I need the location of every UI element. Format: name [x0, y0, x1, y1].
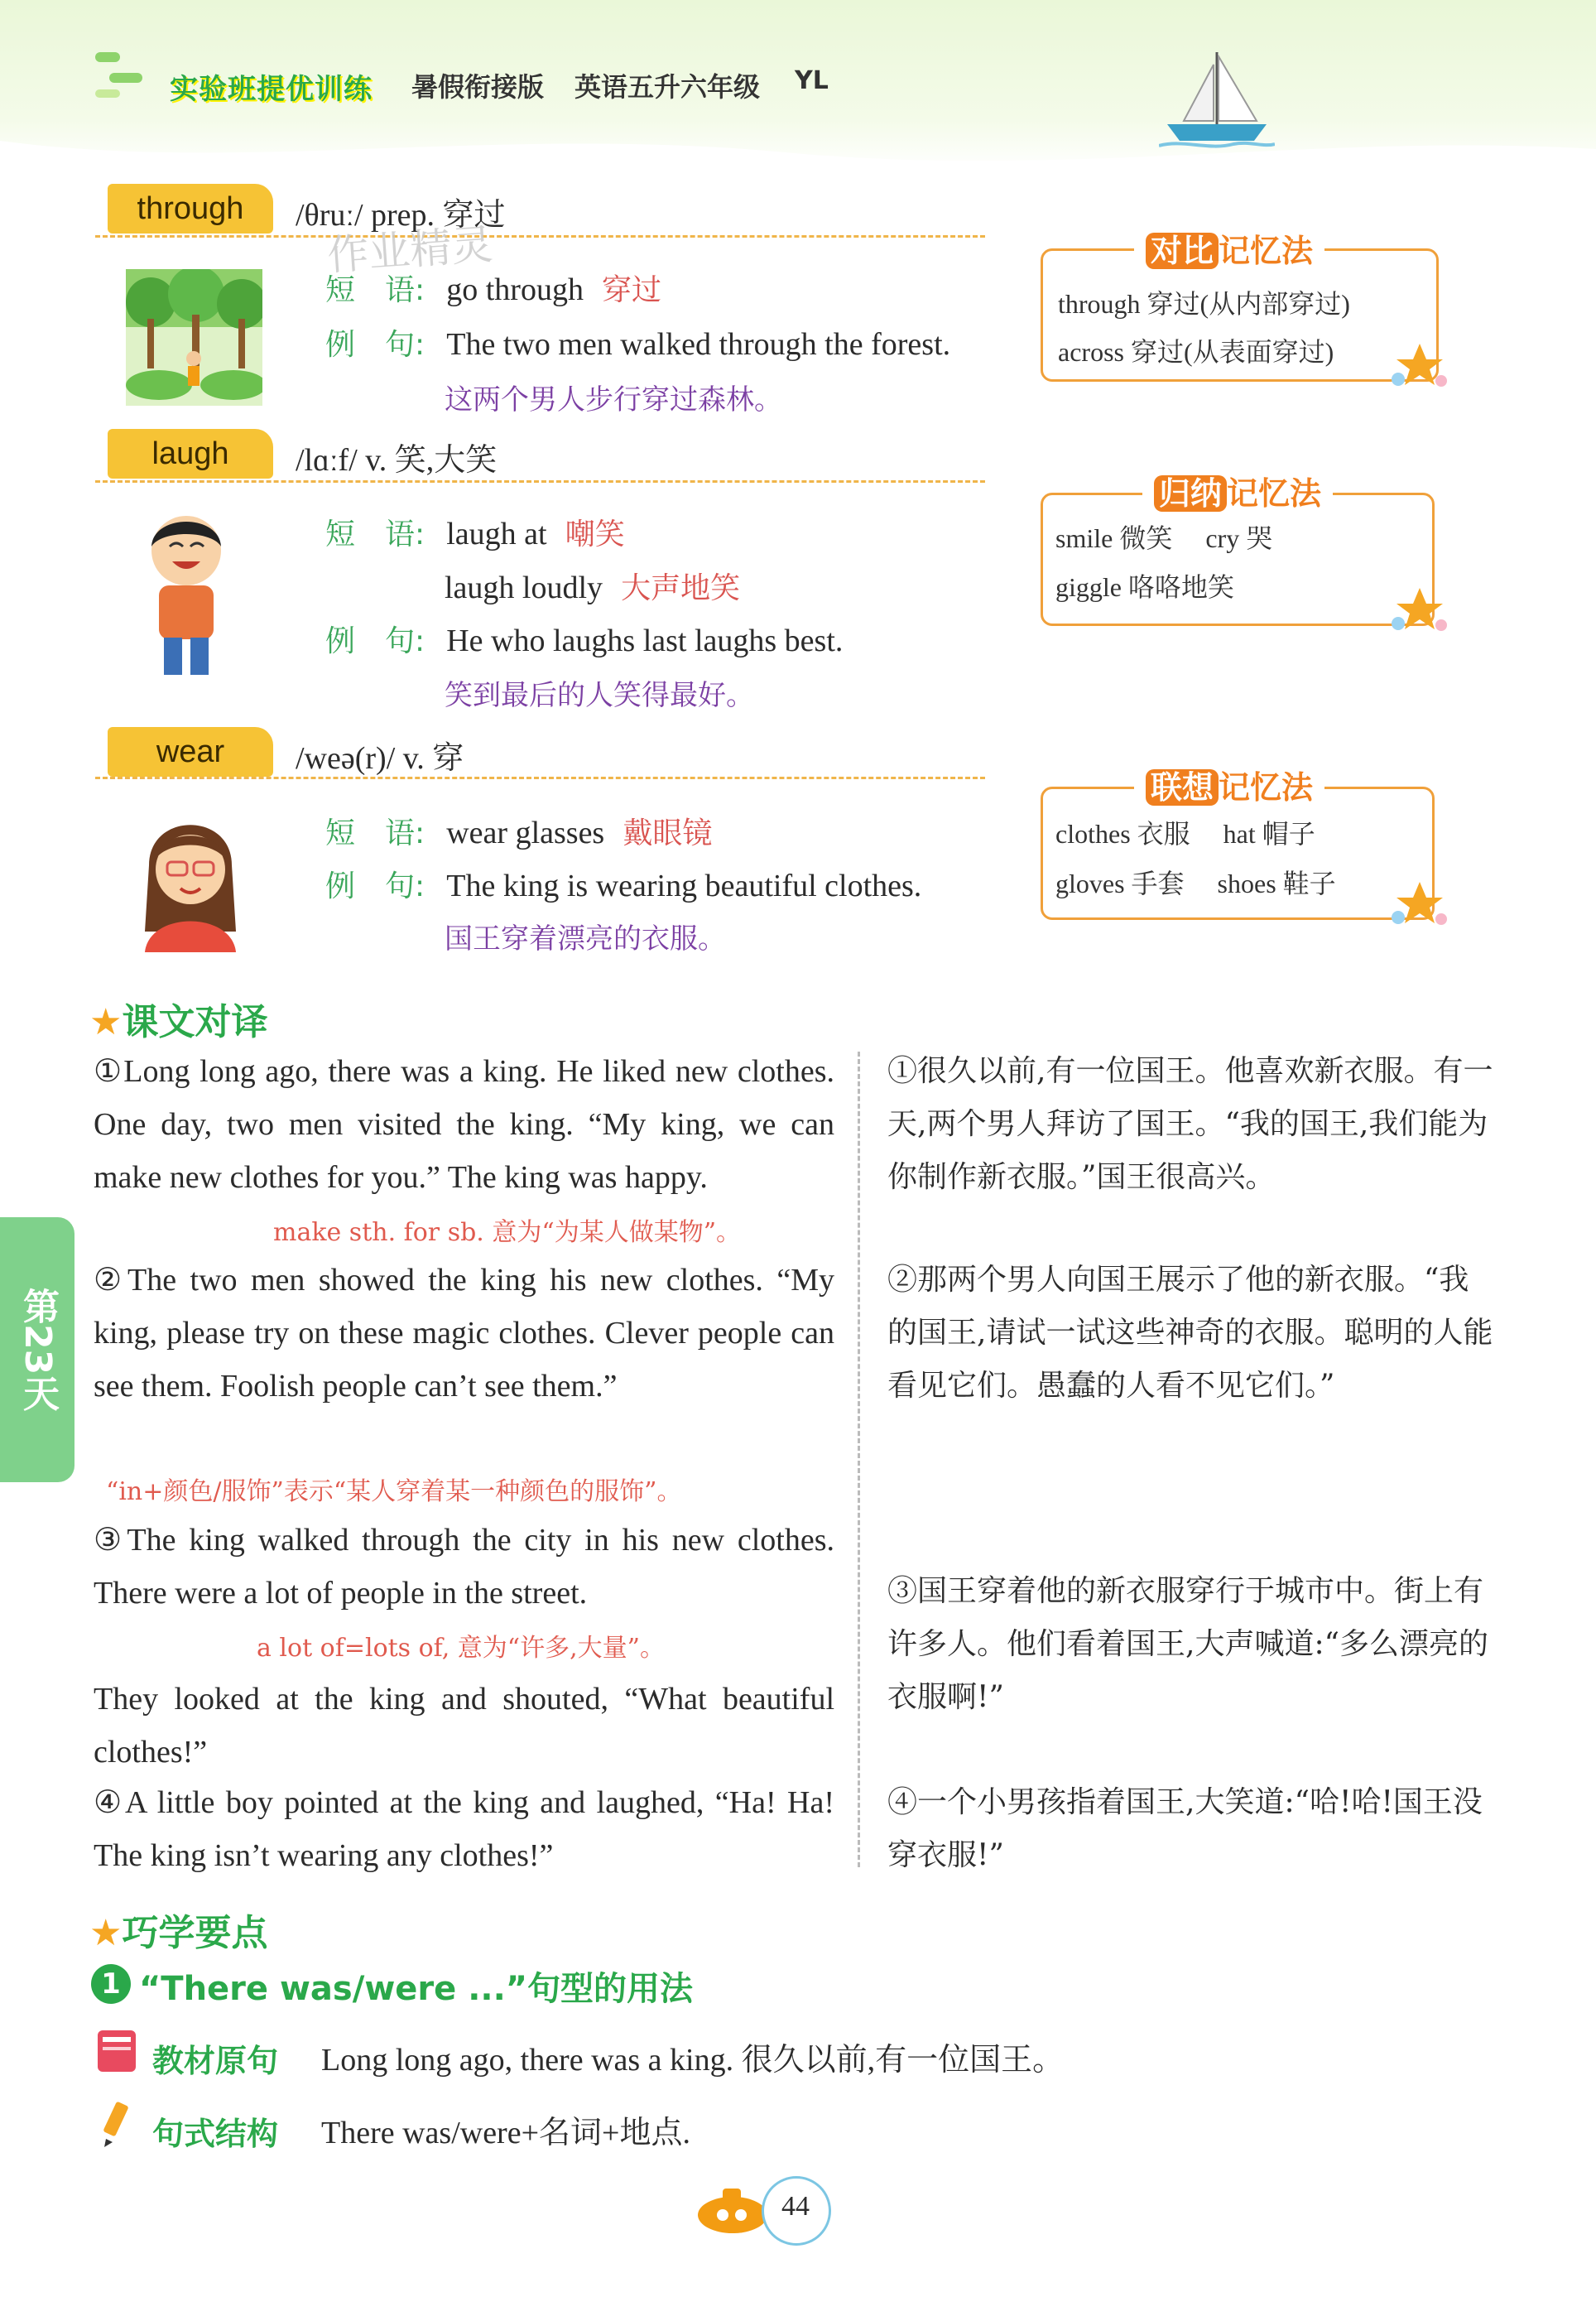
paragraph-4-en: ④A little boy pointed at the king and laughed, “Ha! Ha! The king isn’t wearing any clothes!”	[94, 1785, 834, 1873]
memory-line: giggle 咯咯地笑	[1055, 572, 1234, 602]
example-zh: 这两个男人步行穿过森林。	[445, 383, 782, 417]
word-tag-wear: wear	[108, 727, 273, 777]
phrase-label: 短 语:	[325, 518, 425, 551]
example-row-wear	[325, 863, 921, 905]
phonetic-through: /θruː/ prep. 穿过	[296, 198, 506, 233]
phrase-row-through	[325, 267, 661, 309]
starfish-icon	[1387, 339, 1453, 389]
memory-title	[1134, 762, 1324, 807]
star-icon: ★	[89, 1912, 123, 1954]
phrase-zh: 戴眼镜	[623, 816, 713, 850]
phrase-zh: 嘲笑	[565, 518, 625, 551]
phrase-en: laugh loudly	[445, 571, 603, 605]
paragraph-3-zh: ③国王穿着他的新衣服穿行于城市中。街上有许多人。他们看着国王,大声喊道:“多么漂亮的衣服啊!”	[887, 1574, 1488, 1714]
phrase-en: wear glasses	[446, 816, 605, 850]
textbook-icon	[93, 2027, 141, 2075]
laughing-boy-illustration	[124, 505, 248, 679]
point-number-badge: 1	[91, 1964, 131, 2004]
memory-line: through 穿过(从内部穿过)	[1058, 289, 1350, 319]
phrase-zh: 大声地笑	[621, 571, 741, 605]
paragraph-3-en-b: They looked at the king and shouted, “What beautiful clothes!”	[94, 1682, 834, 1770]
paragraph-2-zh: ②那两个男人向国王展示了他的新衣服。“我的国王,请试一试这些神奇的衣服。聪明的人能看见它们。愚蠢的人看不见它们。”	[887, 1263, 1493, 1403]
watermark: 作业精灵	[325, 220, 495, 280]
point-title: “There was/were ...”句型的用法	[139, 1970, 694, 2008]
phrase-en: laugh at	[446, 517, 547, 551]
paragraph-1-zh: ①很久以前,有一位国王。他喜欢新衣服。有一天,两个男人拜访了国王。“我的国王,我们能为你制作新衣服。”国王很高兴。	[887, 1054, 1493, 1194]
word-tag-laugh: laugh	[108, 429, 273, 479]
phonetic-laugh: /lɑːf/ v. 笑,大笑	[296, 443, 498, 478]
page-number: 44	[781, 2191, 810, 2222]
edition-name: 暑假衔接版	[411, 71, 545, 103]
memory-title-rest: 记忆法	[1219, 769, 1314, 806]
memory-title-rest: 记忆法	[1219, 233, 1314, 269]
memory-title-highlight: 对比	[1146, 233, 1219, 269]
note-a-lot-of: a lot of=lots of, 意为“许多,大量”。	[257, 1634, 665, 1663]
header-wave	[0, 124, 1596, 182]
example-en: The king is wearing beautiful clothes.	[446, 869, 922, 903]
divider	[95, 480, 985, 483]
memory-title	[1134, 225, 1324, 271]
row-label-original-sentence: 教材原句	[152, 2043, 279, 2079]
star-icon: ★	[89, 1001, 123, 1043]
original-sentence: Long long ago, there was a king. 很久以前,有一位国王。	[321, 2043, 1065, 2078]
memory-title	[1142, 468, 1333, 513]
example-en: The two men walked through the forest.	[446, 327, 951, 362]
sailboat-icon	[1159, 48, 1275, 152]
course-name: 英语五升六年级	[574, 71, 761, 103]
starfish-icon	[1387, 584, 1453, 633]
paragraph-2-en: ②The two men showed the king his new clothes. “My king, please try on these magic clothes. Clever people can see them. Foolish people can’t see them.”	[94, 1263, 834, 1404]
divider	[95, 777, 985, 779]
column-divider	[858, 1052, 860, 1867]
series-logo-icon	[91, 48, 149, 106]
section-title-key-points: ★巧学要点	[89, 1912, 268, 1954]
phonetic-wear: /weə(r)/ v. 穿	[296, 741, 464, 776]
starfish-icon	[1387, 878, 1453, 927]
example-zh: 国王穿着漂亮的衣服。	[445, 922, 726, 956]
memory-title-highlight: 联想	[1146, 769, 1219, 806]
memory-line: gloves 手套 shoes 鞋子	[1055, 869, 1336, 898]
memory-line: clothes 衣服 hat 帽子	[1055, 819, 1315, 849]
series-name: 实验班提优训练	[170, 73, 373, 106]
phrase-row-laugh	[325, 511, 625, 553]
phrase-label: 短 语:	[325, 816, 425, 850]
phrase-zh: 穿过	[602, 273, 662, 307]
day-side-tab: 第23天	[0, 1217, 75, 1482]
example-en: He who laughs last laughs best.	[446, 624, 844, 658]
example-label: 例 句:	[325, 328, 425, 362]
section-title-text-translation: ★课文对译	[89, 1001, 268, 1043]
phrase-label: 短 语:	[325, 273, 425, 307]
sentence-structure: There was/were+名词+地点.	[321, 2116, 690, 2150]
paragraph-4-zh: ④一个小男孩指着国王,大笑道:“哈!哈!国王没穿衣服!”	[887, 1785, 1483, 1872]
paragraph-1-en: ①Long long ago, there was a king. He liked new clothes. One day, two men visited the king. “My king, we can make new clothes for you.” The king was happy.	[94, 1054, 834, 1195]
memory-line: smile 微笑 cry 哭	[1055, 523, 1273, 553]
example-label: 例 句:	[325, 869, 425, 903]
note-make-for: make sth. for sb. 意为“为某人做某物”。	[273, 1218, 742, 1247]
note-in-color: “in+颜色/服饰”表示“某人穿着某一种颜色的服饰”。	[106, 1477, 682, 1506]
phrase-row-laugh-2	[445, 565, 740, 607]
memory-title-highlight: 归纳	[1154, 475, 1227, 512]
forest-illustration	[126, 269, 262, 406]
word-tag-through: through	[108, 184, 273, 234]
row-label-sentence-structure: 句式结构	[152, 2116, 279, 2152]
pencil-icon	[93, 2099, 141, 2147]
example-label: 例 句:	[325, 624, 425, 658]
publisher-code: YL	[795, 66, 829, 95]
memory-line: across 穿过(从表面穿过)	[1058, 337, 1334, 367]
memory-title-rest: 记忆法	[1227, 475, 1322, 512]
phrase-row-wear	[325, 810, 712, 852]
example-row-through	[325, 321, 950, 364]
woman-with-glasses-illustration	[132, 807, 248, 952]
phrase-en: go through	[446, 272, 584, 307]
divider	[95, 235, 985, 238]
example-row-laugh	[325, 618, 843, 660]
example-zh: 笑到最后的人笑得最好。	[445, 679, 754, 712]
paragraph-3-en-a: ③The king walked through the city in his new clothes. There were a lot of people in the street.	[94, 1523, 834, 1611]
